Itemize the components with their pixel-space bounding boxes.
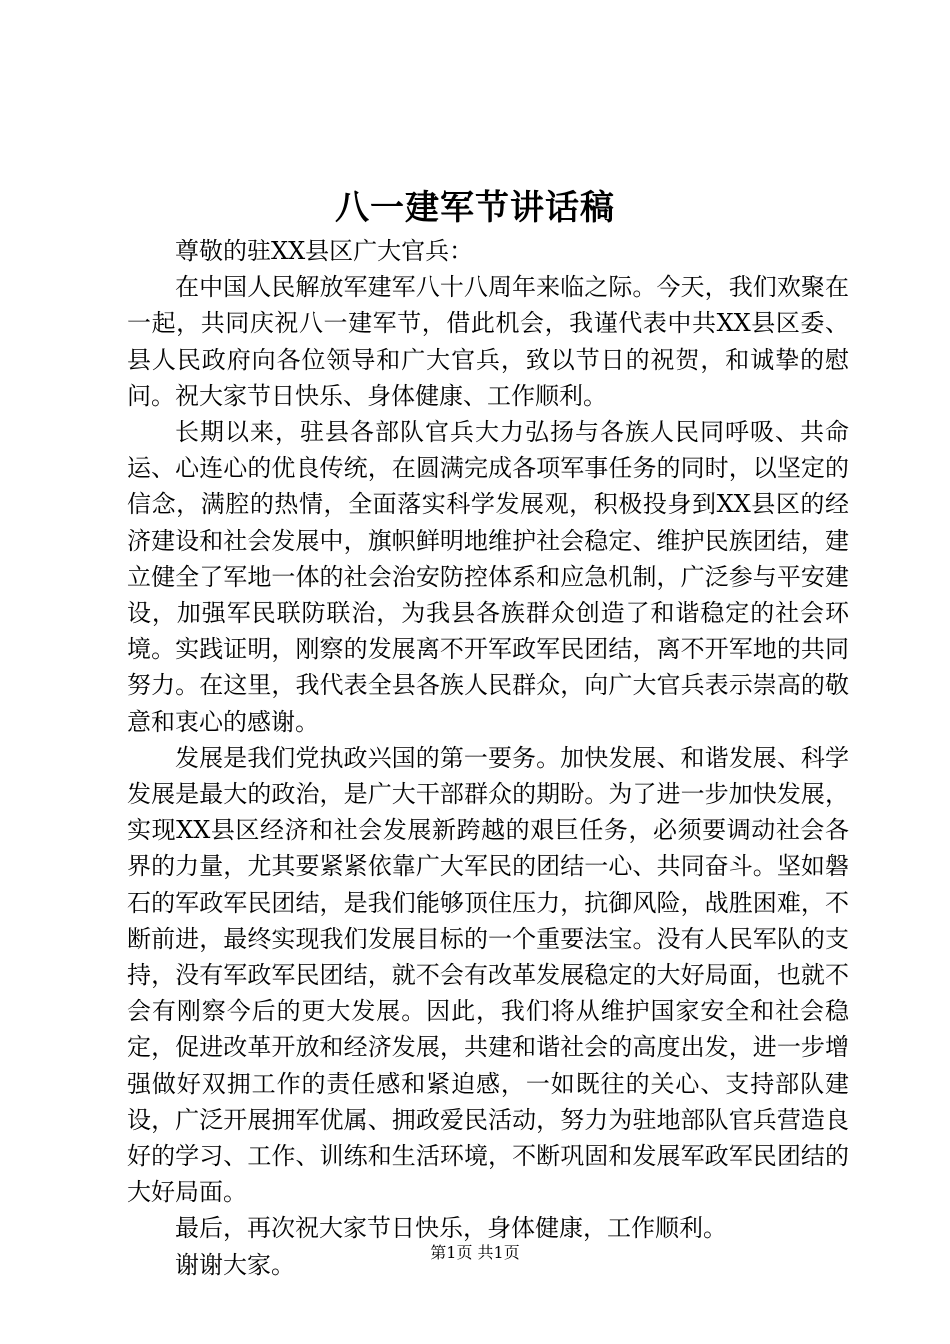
thanks-paragraph: 谢谢大家。: [175, 1250, 295, 1279]
body-paragraph: 发展是我们党执政兴国的第一要务。加快发展、和谐发展、科学发展是最大的政治，是广大干部群众的期盼。为了进一步加快发展，实现XX县区经济和社会发展新跨越的艰巨任务，必须要调动社会各界的力量，尤其要紧紧依靠广大军民的团结一心、共同奋斗。坚如磐石的军政军民团结，是我们能够顶住压力，抗御风险，战胜困难，不断前进，最终实现我们发展目标的一个重要法宝。没有人民军队的支持，没有军政军民团结，就不会有改革发展稳定的大好局面，也就不会有刚察今后的更大发展。因此，我们将从维护国家安全和社会稳定，促进改革开放和经济发展，共建和谐社会的高度出发，进一步增强做好双拥工作的责任感和紧迫感，一如既往的关心、支持部队建设，广泛开展拥军优属、拥政爱民活动，努力为驻地部队官兵营造良好的学习、工作、训练和生活环境，不断巩固和发展军政军民团结的大好局面。: [127, 743, 849, 1207]
closing-paragraph: 最后，再次祝大家节日快乐，身体健康，工作顺利。: [175, 1214, 727, 1243]
document-body: [127, 233, 849, 1283]
salutation-paragraph: 尊敬的驻XX县区广大官兵：: [175, 237, 474, 265]
document-title: 八一建军节讲话稿: [335, 188, 615, 228]
body-paragraph: 在中国人民解放军建军八十八周年来临之际。今天，我们欢聚在一起，共同庆祝八一建军节，借此机会，我谨代表中共XX县区委、县人民政府向各位领导和广大官兵，致以节日的祝贺，和诚挚的慰问。祝大家节日快乐、身体健康、工作顺利。: [127, 273, 849, 410]
page-number-footer: 第1页 共1页: [430, 1243, 520, 1262]
body-paragraph: 长期以来，驻县各部队官兵大力弘扬与各族人民同呼吸、共命运、心连心的优良传统，在圆满完成各项军事任务的同时，以坚定的信念，满腔的热情，全面落实科学发展观，积极投身到XX县区的经济建设和社会发展中，旗帜鲜明地维护社会稳定、维护民族团结，建立健全了军地一体的社会治安防控体系和应急机制，广泛参与平安建设，加强军民联防联治，为我县各族群众创造了和谐稳定的社会环境。实践证明，刚察的发展离不开军政军民团结，离不开军地的共同努力。在这里，我代表全县各族人民群众，向广大官兵表示崇高的敬意和衷心的感谢。: [127, 418, 849, 736]
